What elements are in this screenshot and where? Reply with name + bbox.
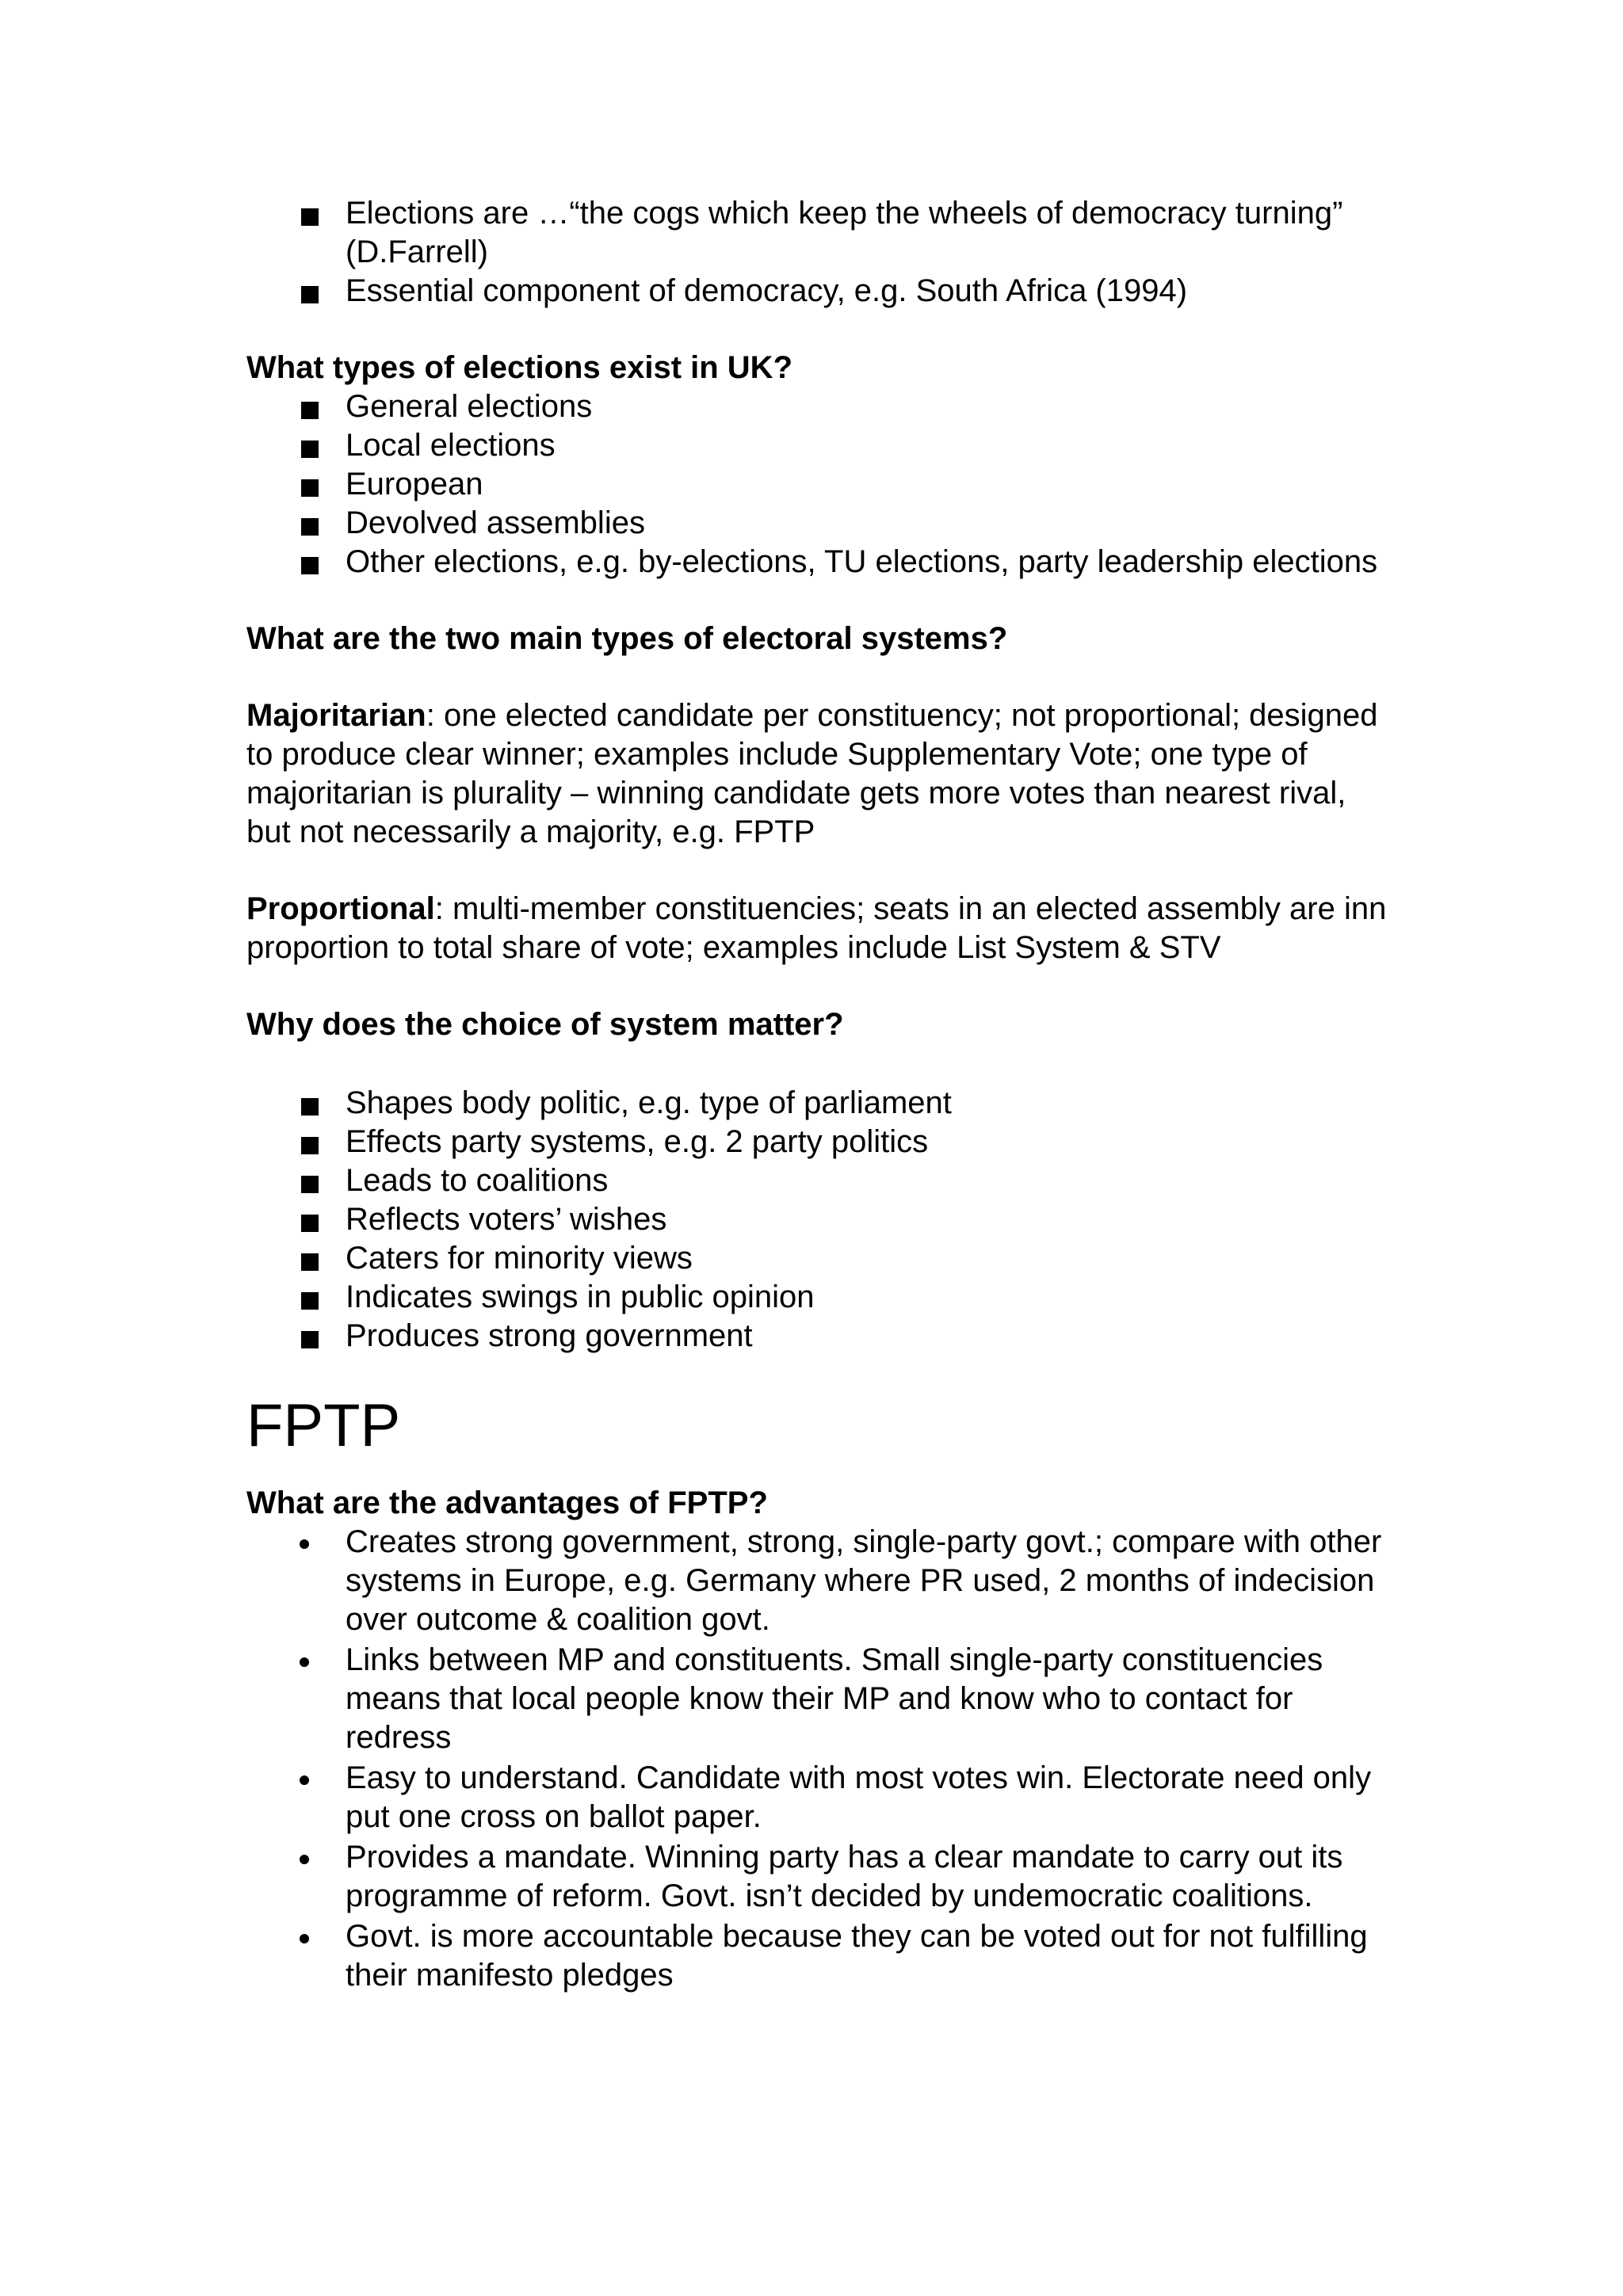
document-content xyxy=(246,194,1388,1997)
list-item: Shapes body politic, e.g. type of parliament xyxy=(246,1084,1388,1123)
list-item: Caters for minority views xyxy=(246,1239,1388,1278)
list-item: Devolved assemblies xyxy=(246,504,1388,543)
types-list xyxy=(246,387,1388,582)
list-item: Produces strong government xyxy=(246,1317,1388,1356)
systems-question-heading: What are the two main types of electoral systems? xyxy=(246,621,1008,656)
majoritarian-paragraph xyxy=(246,696,1388,852)
list-item: Creates strong government, strong, single-party govt.; compare with other systems in Europe, e.g. Germany where PR used, 2 months of indecision over outcome & coalition govt. xyxy=(246,1523,1388,1639)
majoritarian-text: : one elected candidate per constituency; not proportional; designed to produce clear winner; examples include Supplementary Vote; one type of majoritarian is plurality – winning candidate gets more votes than nearest rival, but not necessarily a majority, e.g. FPTP xyxy=(246,698,1378,849)
proportional-term: Proportional xyxy=(246,891,435,926)
list-item: Reflects voters’ wishes xyxy=(246,1200,1388,1239)
list-item: Local elections xyxy=(246,426,1388,465)
intro-list xyxy=(246,194,1388,311)
fptp-section-title: FPTP xyxy=(246,1392,401,1459)
choice-list xyxy=(246,1084,1388,1356)
advantages-question-heading: What are the advantages of FPTP? xyxy=(246,1486,768,1520)
list-item: Essential component of democracy, e.g. South Africa (1994) xyxy=(246,272,1388,311)
list-item: Elections are …“the cogs which keep the wheels of democracy turning” (D.Farrell) xyxy=(246,194,1388,272)
list-item: General elections xyxy=(246,387,1388,426)
list-item: Easy to understand. Candidate with most votes win. Electorate need only put one cross on ballot paper. xyxy=(246,1759,1388,1836)
list-item: Provides a mandate. Winning party has a clear mandate to carry out its programme of reform. Govt. isn’t decided by undemocratic coalitions. xyxy=(246,1838,1388,1916)
list-item: Indicates swings in public opinion xyxy=(246,1278,1388,1317)
list-item: European xyxy=(246,465,1388,504)
advantages-list xyxy=(246,1523,1388,1995)
proportional-text: : multi-member constituencies; seats in an elected assembly are inn proportion to total share of vote; examples include List System & STV xyxy=(246,891,1387,965)
list-item: Leads to coalitions xyxy=(246,1161,1388,1200)
list-item: Other elections, e.g. by-elections, TU elections, party leadership elections xyxy=(246,543,1388,582)
proportional-paragraph xyxy=(246,890,1388,967)
types-question-heading: What types of elections exist in UK? xyxy=(246,350,793,385)
list-item: Links between MP and constituents. Small single-party constituencies means that local people know their MP and know who to contact for redress xyxy=(246,1641,1388,1757)
list-item: Effects party systems, e.g. 2 party politics xyxy=(246,1123,1388,1161)
list-item: Govt. is more accountable because they can be voted out for not fulfilling their manifesto pledges xyxy=(246,1917,1388,1995)
majoritarian-term: Majoritarian xyxy=(246,698,426,733)
choice-question-heading: Why does the choice of system matter? xyxy=(246,1007,844,1042)
